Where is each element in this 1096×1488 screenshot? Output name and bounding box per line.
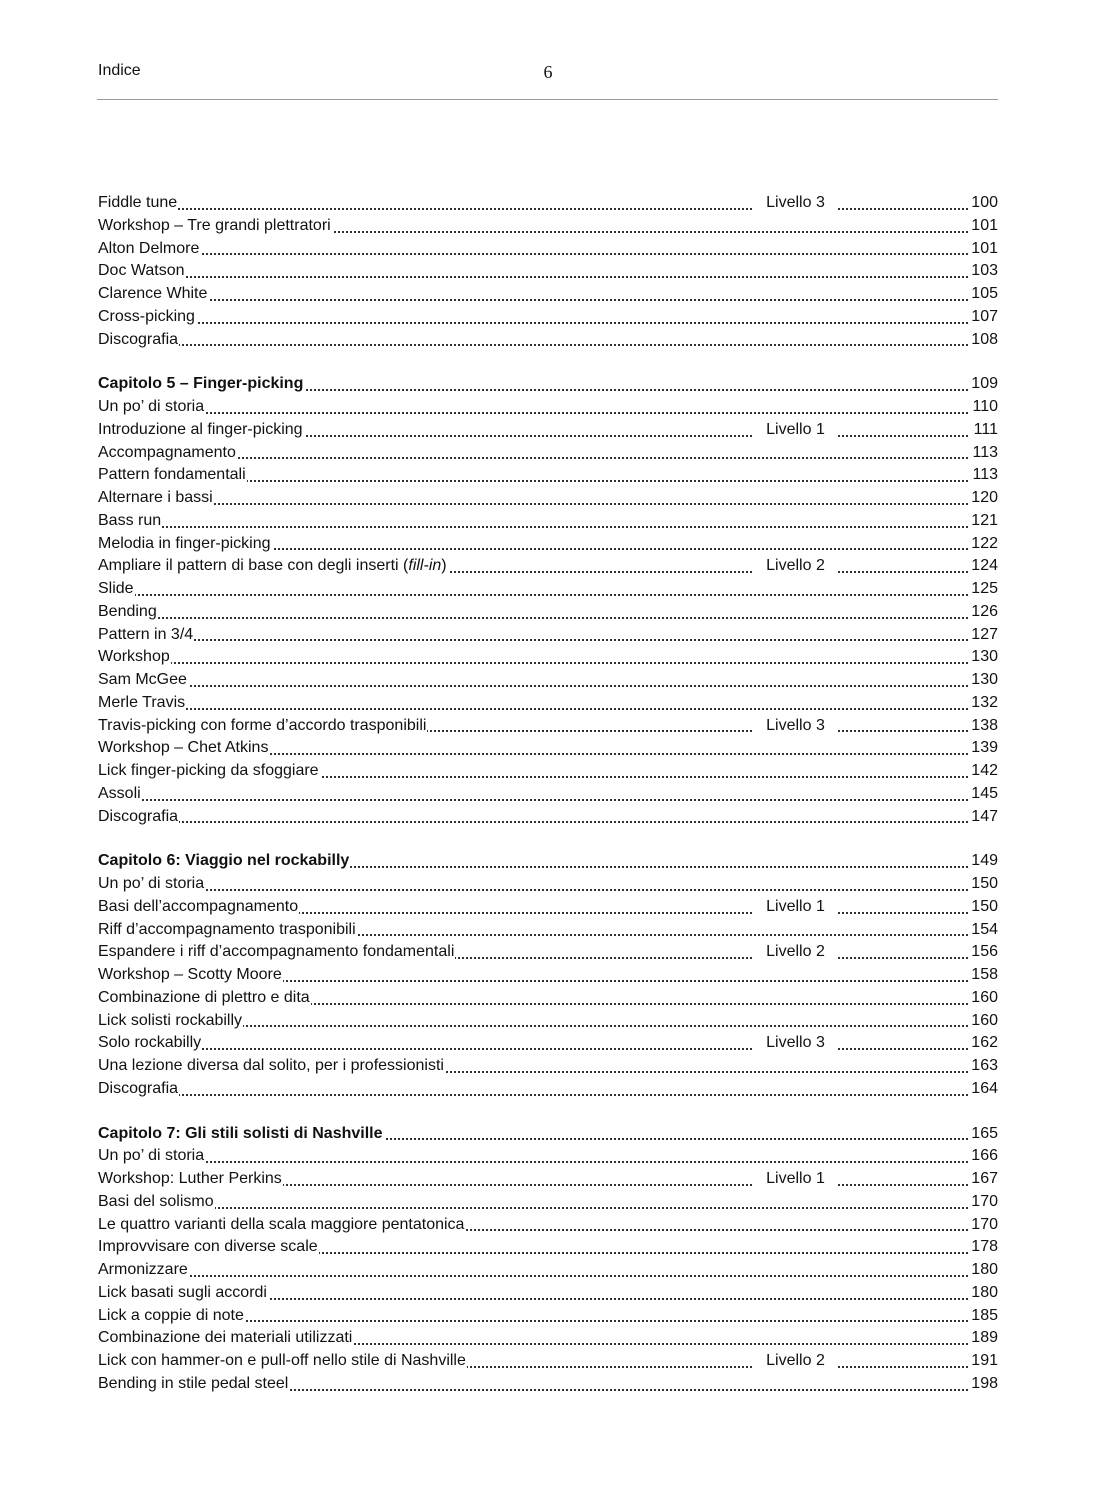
entry-page-number: 156: [968, 941, 998, 964]
entry-title: [98, 442, 237, 465]
entry-page-number: 178: [968, 1236, 998, 1259]
dot-leader: [98, 821, 968, 823]
entry-title: [98, 646, 171, 669]
entry-title: [98, 1032, 202, 1055]
entry-title-text: Discografia: [98, 807, 179, 825]
toc-entry-row: [98, 715, 998, 738]
entry-page-number: 165: [968, 1123, 998, 1146]
entry-page-number: 164: [968, 1078, 998, 1101]
entry-page-number: 113: [968, 464, 998, 487]
entry-title-italic: fill-in: [408, 557, 442, 575]
entry-title-text: Fiddle tune: [98, 194, 178, 211]
entry-page-number: 191: [968, 1350, 998, 1373]
entry-title: [98, 919, 357, 942]
entry-title: [98, 1259, 189, 1282]
entry-title: [98, 1350, 467, 1373]
chapter-title: [98, 850, 350, 873]
entry-title-text: Riff d’accompagnamento trasponibili: [98, 920, 356, 938]
toc-entry-row: [98, 987, 998, 1010]
toc-entry-row: [98, 215, 998, 238]
entry-title: [98, 487, 214, 510]
entry-title-text: Lick con hammer-on e pull-off nello stile di Nashville: [98, 1352, 466, 1369]
entry-page-number: 103: [968, 260, 998, 283]
entry-title: [98, 941, 455, 964]
dot-leader: [98, 662, 968, 664]
entry-title: [98, 1145, 205, 1168]
entry-title-text: Melodia in finger-picking: [98, 534, 271, 552]
entry-title-text: Lick a coppie di note: [98, 1306, 244, 1324]
entry-title: [98, 1010, 243, 1033]
entry-title-text: Un po’ di storia: [98, 398, 205, 415]
toc-entry-row: [98, 1327, 998, 1350]
entry-title: [98, 896, 299, 919]
entry-page-number: 147: [968, 806, 998, 829]
toc-entry-row: [98, 601, 998, 624]
entry-page-number: 160: [968, 1010, 998, 1033]
entry-page-number: 101: [968, 238, 998, 261]
toc-entry-row: [98, 1168, 998, 1191]
entry-title-text: Bass run: [98, 511, 162, 529]
entry-title-text: Capitolo 5 – Finger-picking: [98, 375, 304, 393]
dot-leader: [98, 639, 968, 641]
level-label: Livello 2: [753, 555, 838, 578]
toc-entry-row: [98, 578, 998, 601]
entry-page-number: 167: [968, 1168, 998, 1191]
entry-title-text: Introduzione al finger-picking: [98, 420, 303, 438]
dot-leader: [98, 1207, 968, 1209]
dot-leader: [98, 503, 968, 505]
entry-title: [98, 419, 304, 442]
entry-title-text: Basi dell’accompagnamento: [98, 897, 299, 915]
entry-title-text: Sam McGee: [98, 671, 187, 688]
toc-entry-row: [98, 624, 998, 647]
toc-chapter-row: [98, 373, 998, 396]
entry-page-number: 154: [968, 919, 998, 942]
toc-entry-row: [98, 1145, 998, 1168]
toc-entry-row: [98, 646, 998, 669]
toc-entry-row: [98, 329, 998, 352]
entry-title-text: Workshop: Luther Perkins: [98, 1170, 282, 1187]
entry-title: [98, 669, 188, 692]
entry-page-number: 108: [968, 329, 998, 352]
entry-title-text: Workshop – Scotty Moore: [98, 966, 282, 983]
entry-page-number: 180: [968, 1282, 998, 1305]
entry-page-number: 189: [968, 1327, 998, 1350]
entry-title-text: Bending in stile pedal steel: [98, 1374, 289, 1392]
entry-title: [98, 555, 448, 578]
entry-page-number: 130: [968, 646, 998, 669]
entry-title: [98, 1168, 283, 1191]
entry-page-number: 150: [968, 896, 998, 919]
entry-title: [98, 578, 135, 601]
dot-leader: [98, 594, 968, 596]
entry-page-number: 124: [968, 555, 998, 578]
dot-leader: [98, 1275, 968, 1277]
toc-entry-row: [98, 737, 998, 760]
entry-page-number: 121: [968, 510, 998, 533]
entry-title: [98, 510, 162, 533]
dot-leader: [98, 253, 968, 255]
entry-page-number: 132: [968, 692, 998, 715]
dot-leader: [98, 299, 968, 301]
toc-entry-row: [98, 964, 998, 987]
entry-title: [98, 192, 178, 215]
toc-entry-row: [98, 760, 998, 783]
level-label: Livello 3: [753, 1032, 838, 1055]
toc-entry-row: [98, 1282, 998, 1305]
toc-entry-row: [98, 806, 998, 829]
entry-title: [98, 260, 186, 283]
toc-entry-row: [98, 533, 998, 556]
entry-page-number: 110: [968, 396, 998, 419]
toc-entry-row: [98, 873, 998, 896]
toc-entry-row: [98, 260, 998, 283]
toc-entry-row: [98, 419, 998, 442]
entry-title-text: Capitolo 7: Gli stili solisti di Nashville: [98, 1124, 383, 1142]
entry-title: [98, 1055, 445, 1078]
entry-page-number: 111: [968, 419, 998, 442]
toc-entry-row: [98, 283, 998, 306]
entry-page-number: 185: [968, 1305, 998, 1328]
chapter-title: [98, 373, 304, 396]
entry-title: [98, 1191, 215, 1214]
entry-title-text: Travis-picking con forme d’accordo trasponibili: [98, 716, 427, 734]
entry-title-text: Discografia: [98, 1079, 179, 1097]
entry-title-text: Lick finger-picking da sfoggiare: [98, 762, 319, 779]
entry-title-text: Basi del solismo: [98, 1192, 214, 1210]
toc-entry-row: [98, 783, 998, 806]
level-label: Livello 1: [753, 1168, 838, 1191]
entry-page-number: 107: [968, 306, 998, 329]
entry-page-number: 198: [968, 1373, 998, 1396]
entry-title-text: Solo rockabilly: [98, 1034, 202, 1052]
entry-title: [98, 806, 179, 829]
entry-title-text: Merle Travis: [98, 693, 186, 711]
entry-title: [98, 964, 283, 987]
entry-title: [98, 306, 196, 329]
entry-page-number: 138: [968, 715, 998, 738]
entry-page-number: 100: [968, 192, 998, 215]
toc-chapter-row: [98, 1123, 998, 1146]
entry-title: [98, 533, 272, 556]
entry-title: [98, 215, 332, 238]
entry-title-text: Le quattro varianti della scala maggiore pentatonica: [98, 1215, 465, 1233]
entry-title: [98, 464, 247, 487]
dot-leader: [98, 322, 968, 324]
entry-title: [98, 873, 205, 896]
toc-entry-row: [98, 1032, 998, 1055]
entry-title: [98, 1078, 179, 1101]
toc-entry-row: [98, 1191, 998, 1214]
toc-entry-row: [98, 192, 998, 215]
entry-title-text: Un po’ di storia: [98, 1147, 205, 1165]
dot-leader: [98, 526, 968, 528]
toc-entry-row: [98, 1259, 998, 1282]
entry-page-number: 109: [968, 373, 998, 396]
entry-title: [98, 1305, 245, 1328]
toc-entry-row: [98, 669, 998, 692]
entry-page-number: 158: [968, 964, 998, 987]
toc-entry-row: [98, 1078, 998, 1101]
entry-page-number: 130: [968, 669, 998, 692]
toc-entry-row: [98, 306, 998, 329]
entry-title-text: Bending: [98, 602, 157, 620]
entry-title: [98, 987, 311, 1010]
entry-page-number: 120: [968, 487, 998, 510]
entry-title-text: Accompagnamento: [98, 443, 236, 461]
toc-entry-row: [98, 896, 998, 919]
entry-title-text: Slide: [98, 580, 134, 597]
entry-title-text: Alternare i bassi: [98, 489, 213, 506]
entry-title-text: Un po’ di storia: [98, 875, 205, 892]
entry-title-text: Alton Delmore: [98, 239, 200, 257]
entry-page-number: 127: [968, 624, 998, 647]
entry-page-number: 113: [968, 442, 998, 465]
toc-entry-row: [98, 396, 998, 419]
entry-title: [98, 283, 208, 306]
toc-entry-row: [98, 1373, 998, 1396]
level-label: Livello 2: [753, 1350, 838, 1373]
entry-title: [98, 1214, 465, 1237]
entry-title-text: Capitolo 6: Viaggio nel rockabilly: [98, 852, 350, 870]
entry-title-suffix: ): [441, 557, 447, 575]
entry-page-number: 145: [968, 783, 998, 806]
toc-entry-row: [98, 692, 998, 715]
toc-entry-row: [98, 1236, 998, 1259]
entry-page-number: 160: [968, 987, 998, 1010]
entry-page-number: 122: [968, 533, 998, 556]
entry-title: [98, 1282, 268, 1305]
entry-title-text: Workshop – Chet Atkins: [98, 739, 269, 757]
toc-entry-row: [98, 1350, 998, 1373]
entry-title-text: Discografia: [98, 330, 179, 348]
entry-title-text: Una lezione diversa dal solito, per i professionisti: [98, 1057, 444, 1074]
toc-entry-row: [98, 487, 998, 510]
entry-title: [98, 783, 142, 806]
entry-title-text: Workshop – Tre grandi plettratori: [98, 216, 331, 234]
level-label: Livello 3: [753, 715, 838, 738]
entry-page-number: 125: [968, 578, 998, 601]
toc-entry-row: [98, 238, 998, 261]
entry-page-number: 163: [968, 1055, 998, 1078]
entry-page-number: 142: [968, 760, 998, 783]
entry-page-number: 166: [968, 1145, 998, 1168]
toc-chapter-row: [98, 850, 998, 873]
entry-title-text: Combinazione di plettro e dita: [98, 988, 310, 1006]
level-label: Livello 1: [753, 419, 838, 442]
entry-page-number: 126: [968, 601, 998, 624]
entry-title-text: Ampliare il pattern di base con degli inserti (: [98, 557, 409, 575]
dot-leader: [98, 685, 968, 687]
toc-entry-row: [98, 555, 998, 578]
toc-entry-row: [98, 919, 998, 942]
toc-entry-row: [98, 1010, 998, 1033]
entry-title: [98, 737, 269, 760]
entry-page-number: 105: [968, 283, 998, 306]
entry-title-text: Combinazione dei materiali utilizzati: [98, 1329, 353, 1347]
entry-title-text: Armonizzare: [98, 1261, 188, 1278]
entry-title-text: Clarence White: [98, 285, 208, 302]
entry-title-text: Workshop: [98, 648, 170, 666]
dot-leader: [98, 889, 968, 891]
dot-leader: [98, 276, 968, 278]
dot-leader: [98, 708, 968, 710]
entry-page-number: 162: [968, 1032, 998, 1055]
dot-leader: [98, 344, 968, 346]
header-rule: [97, 99, 998, 100]
table-of-contents: [98, 192, 998, 1396]
page-header: [98, 62, 998, 86]
dot-leader: [98, 412, 968, 414]
toc-entry-row: [98, 464, 998, 487]
toc-entry-row: [98, 941, 998, 964]
entry-title: [98, 1236, 319, 1259]
entry-title: [98, 238, 200, 261]
chapter-title: [98, 1123, 384, 1146]
entry-title-text: Pattern fondamentali: [98, 466, 246, 484]
toc-entry-row: [98, 510, 998, 533]
level-label: Livello 2: [753, 941, 838, 964]
entry-page-number: 101: [968, 215, 998, 238]
entry-title-text: Pattern in 3/4: [98, 625, 194, 643]
entry-page-number: 180: [968, 1259, 998, 1282]
entry-title-text: Cross-picking: [98, 307, 195, 325]
entry-page-number: 149: [968, 850, 998, 873]
entry-title-text: Lick solisti rockabilly: [98, 1011, 243, 1029]
toc-entry-row: [98, 1055, 998, 1078]
entry-title: [98, 329, 179, 352]
entry-title: [98, 715, 427, 738]
dot-leader: [98, 1094, 968, 1096]
entry-title: [98, 1373, 289, 1396]
entry-title-text: Assoli: [98, 784, 141, 802]
entry-title: [98, 692, 186, 715]
entry-title: [98, 601, 158, 624]
entry-page-number: 170: [968, 1191, 998, 1214]
entry-title: [98, 396, 205, 419]
toc-entry-row: [98, 442, 998, 465]
level-label: Livello 1: [753, 896, 838, 919]
level-label: Livello 3: [753, 192, 838, 215]
toc-entry-row: [98, 1305, 998, 1328]
entry-title: [98, 1327, 353, 1350]
entry-page-number: 139: [968, 737, 998, 760]
entry-title-text: Doc Watson: [98, 262, 185, 280]
entry-page-number: 170: [968, 1214, 998, 1237]
entry-title: [98, 624, 194, 647]
dot-leader: [98, 1161, 968, 1163]
dot-leader: [98, 617, 968, 619]
page-number: 6: [543, 62, 553, 82]
entry-title-text: Lick basati sugli accordi: [98, 1283, 267, 1301]
entry-page-number: 150: [968, 873, 998, 896]
dot-leader: [98, 799, 968, 801]
entry-title-text: Espandere i riff d’accompagnamento fondamentali: [98, 943, 455, 961]
entry-title: [98, 760, 320, 783]
entry-title-text: Improvvisare con diverse scale: [98, 1238, 318, 1256]
section-title: Indice: [98, 62, 141, 79]
toc-entry-row: [98, 1214, 998, 1237]
